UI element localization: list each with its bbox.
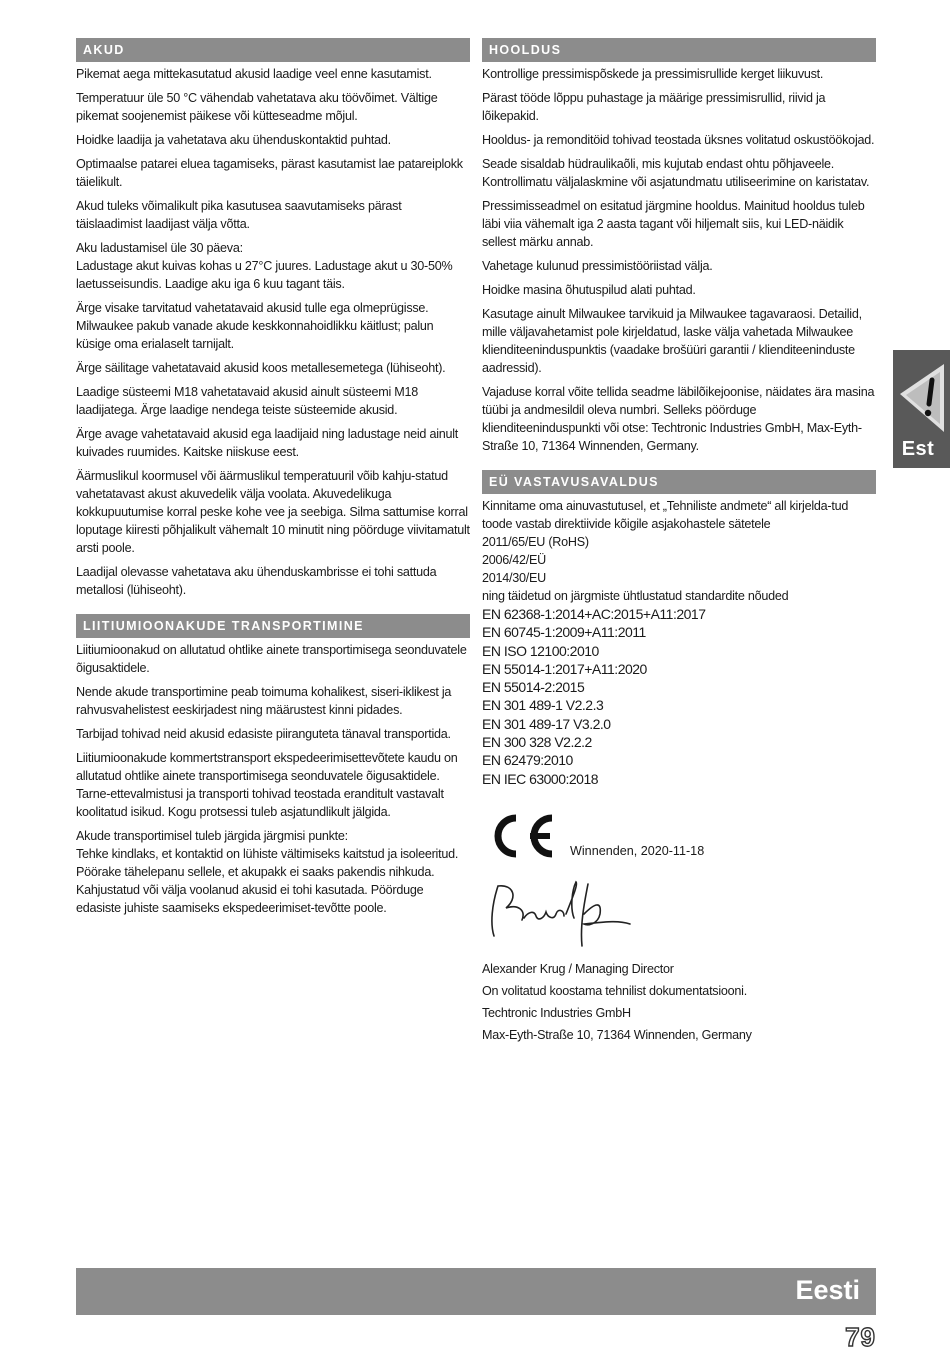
hooldus-paragraph: Hoidke masina õhutuspilud alati puhtad. — [482, 283, 696, 297]
standard-item: EN IEC 63000:2018 — [482, 770, 599, 787]
akud-paragraph: Ärge visake tarvitatud vahetatavaid akusid tulle ega olmeprügisse. Milwaukee pakub vanade akude keskkonnahoidlikku käitlust; palun küsige oma erialaselt tarnijalt. — [76, 301, 434, 351]
company-name: Techtronic Industries GmbH — [482, 1005, 631, 1020]
transport-paragraph: Nende akude transportimine peab toimuma kohalikest, siseri-iklikest ja rahvusvahelistest eeskirjadest ning määrustest kinni pidades. — [76, 685, 452, 717]
standard-item: EN 62479:2010 — [482, 752, 573, 769]
side-tab-label: Est — [901, 438, 935, 460]
place-date: Winnenden, 2020-11-18 — [570, 843, 705, 858]
footer-bar — [76, 1268, 876, 1315]
transport-paragraph: Tarbijad tohivad neid akusid edasiste piiranguteta tänaval transportida. — [76, 727, 451, 741]
akud-body — [76, 65, 470, 599]
conformity-intro: Kinnitame oma ainuvastutusel, et „Tehniliste andmete“ all kirjelda-tud toode vastab direktiivide kõigile asjakohastele sätetele — [482, 499, 849, 531]
section-heading-hooldus: HOOLDUS — [482, 38, 876, 62]
akud-paragraph: Aku ladustamisel üle 30 päeva: Ladustage akut kuivas kohas u 27°C juures. Ladustage akut u 30-50% laetusseisundis. Laadige aku iga 6 kuu tagant täis. — [76, 241, 453, 291]
footer-language: Eesti — [795, 1275, 860, 1305]
left-column — [76, 38, 470, 923]
transport-body — [76, 641, 470, 917]
language-side-tab — [893, 350, 950, 468]
page-number: 79 — [845, 1322, 876, 1352]
hooldus-paragraph: Hooldus- ja remonditöid tohivad teostada üksnes volitatud oskustöökojad. — [482, 133, 875, 147]
directive-item: 2011/65/EU (RoHS) — [482, 535, 589, 549]
conformity-body — [482, 497, 876, 1044]
signatory-block — [482, 960, 876, 1044]
warning-icon — [898, 360, 946, 434]
standard-item: EN 301 489-1 V2.2.3 — [482, 697, 604, 714]
directive-item: 2014/30/EU — [482, 571, 547, 585]
akud-paragraph: Optimaalse patarei eluea tagamiseks, pärast kasutamist lae patareiplokk täielikult. — [76, 157, 463, 189]
standard-item: EN 55014-2:2015 — [482, 679, 585, 696]
right-column — [482, 38, 876, 1048]
standard-item: EN 301 489-17 V3.2.0 — [482, 715, 611, 732]
hooldus-paragraph: Vajaduse korral võite tellida seadme läbilõikejoonise, näidates ära masina tüübi ja andmesildil oleva numbri. Selleks pöörduge klienditeeninduspunkti või otse: Techtronic Industries GmbH, Max-Eyth-Straße 10, 71364 Winnenden, Germany. — [482, 385, 875, 453]
company-address: Max-Eyth-Straße 10, 71364 Winnenden, Germany — [482, 1027, 752, 1042]
standard-item: EN 300 328 V2.2.2 — [482, 734, 592, 751]
standard-item: EN 62368-1:2014+AC:2015+A11:2017 — [482, 606, 706, 622]
transport-paragraph: Akude transportimisel tuleb järgida järgmisi punkte: Tehke kindlaks, et kontaktid on lühiste vältimiseks kaitstud ja isoleeritud. Pöörake tähelepanu sellele, et akupakk ei saaks pakendis nihkuda. Kahjustatud või välja voolanud akusid ei tohi kasutada. Pöörduge edasiste juhiste saamiseks ekspedeerimiset-tevõtte poole. — [76, 829, 459, 915]
standard-item: EN ISO 12100:2010 — [482, 642, 599, 659]
signatory-name: Alexander Krug / Managing Director — [482, 961, 674, 976]
section-heading-transport: LIITIUMIOONAKUDE TRANSPORTIMINE — [76, 614, 470, 638]
standards-list — [482, 605, 876, 788]
hooldus-paragraph: Kasutage ainult Milwaukee tarvikuid ja Milwaukee tagavaraosi. Detailid, mille väljavahetamist pole kirjeldatud, laske välja vahetada Milwaukee klienditeeninduspunktis (vaadake brošüüri garantii / klienditeeninduste aadressid). — [482, 307, 862, 375]
transport-paragraph: Liitiumioonakud on allutatud ohtlike ainete transportimisega seonduvatele õigusaktidele. — [76, 643, 467, 675]
hooldus-paragraph: Kontrollige pressimispõskede ja pressimisrullide kerget liikuvust. — [482, 67, 824, 81]
hooldus-paragraph: Pressimisseadmel on esitatud järgmine hooldus. Mainitud hooldus tuleb läbi viia vähemalt iga 2 aasta tagant või hiljemalt siis, kui LED-näidik sellest märku annab. — [482, 199, 865, 249]
akud-paragraph: Äärmuslikul koormusel või äärmuslikul temperatuuril võib kahju-statud vahetatavast akust akuvedelik välja voolata. Akuvedelikuga kokkupuutumise korral peske kohe vee ja seebiga. Silma sattumise korral loputage kiiresti põhjalikult vähemalt 10 minutit ning pöörduge viivitamatult arsti poole. — [76, 469, 470, 555]
akud-paragraph: Hoidke laadija ja vahetatava aku ühenduskontaktid puhtad. — [76, 133, 391, 147]
akud-paragraph: Ärge avage vahetatavaid akusid ega laadijaid ning ladustage neid ainult kuivades ruumides. Kaitske niiskuse eest. — [76, 427, 459, 459]
section-heading-akud: AKUD — [76, 38, 470, 62]
ce-row — [482, 812, 876, 874]
authorized-note: On volitatud koostama tehnilist dokumentatsiooni. — [482, 983, 747, 998]
akud-paragraph: Ärge säilitage vahetatavaid akusid koos metallesemetega (lühiseoht). — [76, 361, 446, 375]
hooldus-paragraph: Pärast tööde lõppu puhastage ja määrige pressimisrullid, riivid ja lõikepakid. — [482, 91, 826, 123]
standard-item: EN 55014-1:2017+A11:2020 — [482, 660, 647, 677]
hooldus-paragraph: Seade sisaldab hüdraulikaõli, mis kujutab endast ohtu põhjaveele. Kontrollimatu väljalaskmine või asjatundmatu utiliseerimine on karistatav. — [482, 157, 870, 189]
standards-intro: ning täidetud on järgmiste ühtlustatud standardite nõuded — [482, 589, 789, 603]
hooldus-body — [482, 65, 876, 455]
directive-item: 2006/42/EÜ — [482, 553, 547, 567]
section-heading-conformity: EÜ VASTAVUSAVALDUS — [482, 470, 876, 494]
akud-paragraph: Pikemat aega mittekasutatud akusid laadige veel enne kasutamist. — [76, 67, 432, 81]
transport-paragraph: Liitiumioonakude kommertstransport ekspedeerimisettevõtete kaudu on allutatud ohtlike ainete transportimisega seonduvatele õigusaktidele. Tarne-ettevalmistusi ja transporti tohivad teostada eranditult vastavalt koolitatud isikud. Kogu protsessi tuleb asjatundlikult jälgida. — [76, 751, 458, 819]
akud-paragraph: Temperatuur üle 50 °C vähendab vahetatava aku töövõimet. Vältige pikemat soojenemist päikese või kütteseadme mõjul. — [76, 91, 438, 123]
ce-mark-icon — [486, 812, 558, 860]
akud-paragraph: Akud tuleks võimalikult pika kasutusea saavutamiseks pärast täislaadimist laadijast välja võtta. — [76, 199, 402, 231]
hooldus-paragraph: Vahetage kulunud pressimistööriistad välja. — [482, 259, 713, 273]
akud-paragraph: Laadijal olevasse vahetatava aku ühenduskambrisse ei tohi sattuda metallosi (lühiseoht). — [76, 565, 437, 597]
akud-paragraph: Laadige süsteemi M18 vahetatavaid akusid ainult süsteemi M18 laadijatega. Ärge laadige nendega teiste süsteemide akusid. — [76, 385, 419, 417]
standard-item: EN 60745-1:2009+A11:2011 — [482, 624, 646, 641]
signature-icon — [484, 874, 634, 954]
